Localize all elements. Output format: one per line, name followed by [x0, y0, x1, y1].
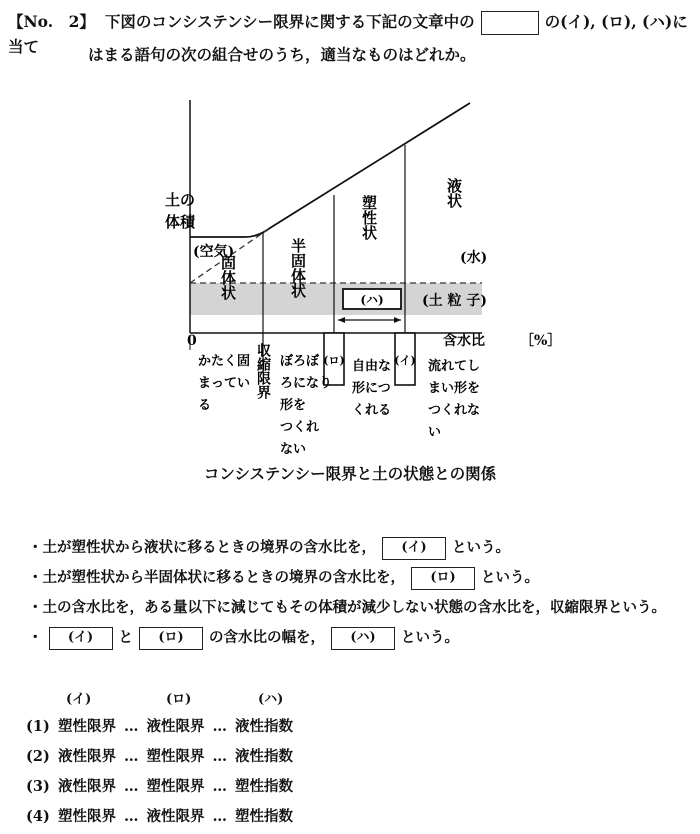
option-ha: 液性指数: [235, 718, 293, 735]
question-line2: はまる語句の次の組合せのうち，適当なものはどれか。: [88, 45, 476, 64]
desc-liquid-2: まい形を: [428, 381, 481, 396]
state-semisolid: 半固体状: [289, 238, 307, 298]
option-ro: 液性限界: [146, 718, 205, 735]
separator: …: [212, 808, 227, 825]
ha-label: (ハ): [360, 293, 384, 307]
statement-text: と: [118, 629, 133, 646]
desc-semisolid-1: ぼろぼ: [280, 354, 320, 369]
option-number: (4): [26, 808, 50, 825]
unit-label: ［%］: [520, 333, 562, 349]
ro-label: (ロ): [323, 354, 345, 367]
question-line1-part2: の(イ), (ロ), (ハ)に当て: [8, 12, 688, 56]
desc-solid-2: まってい: [198, 376, 251, 391]
option-ha: 塑性指数: [235, 808, 293, 825]
option-2[interactable]: [26, 745, 293, 766]
i-label: (イ): [394, 354, 416, 367]
state-solid: 固体状: [219, 255, 237, 300]
desc-plastic-1: 自由な: [352, 359, 392, 374]
desc-solid-1: かたく固: [198, 354, 251, 369]
option-number: (2): [26, 748, 50, 765]
desc-semisolid-2: ろになり: [280, 376, 333, 391]
option-ro: 塑性限界: [146, 778, 205, 795]
shrinkage-limit-label: 収縮限界: [255, 343, 271, 399]
y-axis-label-2: 体積: [165, 213, 196, 231]
statement-text: の含水比の幅を，: [209, 629, 325, 646]
option-4[interactable]: [26, 805, 293, 826]
separator: …: [124, 718, 139, 735]
statement-text: 土の含水比を，ある量以下に減じてもその体積が減少しない状態の含水比を，収縮限界という。: [42, 599, 666, 616]
answer-box-i: (イ): [382, 537, 446, 560]
separator: …: [124, 778, 139, 795]
desc-plastic-3: くれる: [352, 403, 392, 418]
x-axis-label: 含水比: [443, 333, 485, 349]
option-i: 液性限界: [58, 778, 116, 795]
diagram-caption: コンシステンシー限界と土の状態との関係: [203, 464, 497, 483]
question-line1-part1: 下図のコンシステンシー限界に関する下記の文章中の: [104, 12, 475, 31]
separator: …: [212, 778, 227, 795]
bullet: ・: [28, 629, 43, 646]
option-3[interactable]: [26, 775, 293, 796]
bullet: ・: [28, 569, 43, 586]
state-liquid: 液状: [445, 178, 463, 208]
volume-curve: [190, 103, 470, 237]
option-ro: 塑性限界: [146, 748, 205, 765]
option-header-i: (イ): [66, 692, 92, 707]
option-1[interactable]: [26, 715, 293, 736]
separator: …: [124, 748, 139, 765]
statement-suffix: という。: [481, 569, 539, 586]
desc-semisolid-4: つくれ: [280, 420, 320, 435]
option-ha: 塑性指数: [235, 778, 293, 795]
soil-particle-label: (土 粒 子): [422, 293, 487, 309]
option-i: 塑性限界: [58, 718, 116, 735]
answer-box-ha: (ハ): [331, 627, 395, 650]
option-header-ha: (ハ): [258, 692, 284, 707]
desc-semisolid-5: ない: [280, 442, 307, 457]
bullet: ・: [28, 599, 43, 616]
answer-box-ro: (ロ): [139, 627, 203, 650]
option-ha: 液性指数: [235, 748, 293, 765]
statement-text: 土が塑性状から液状に移るときの境界の含水比を，: [42, 539, 376, 556]
air-label: (空気): [193, 244, 235, 260]
statement-suffix: という。: [401, 629, 459, 646]
statement-4: [28, 626, 459, 650]
statement-text: 土が塑性状から半固体状に移るときの境界の含水比を，: [42, 569, 405, 586]
desc-semisolid-3: 形を: [280, 398, 307, 413]
statement-2: [28, 566, 539, 590]
origin-label: 0: [187, 333, 197, 349]
bullet: ・: [28, 539, 43, 556]
statement-3: [28, 596, 666, 617]
option-header-ro: (ロ): [166, 692, 192, 707]
question-number: 【No. 2】: [8, 12, 95, 31]
option-ro: 液性限界: [146, 808, 205, 825]
y-axis-label-1: 土の: [165, 191, 196, 209]
option-number: (3): [26, 778, 50, 795]
option-i: 塑性限界: [58, 808, 116, 825]
statement-suffix: という。: [452, 539, 510, 556]
separator: …: [212, 748, 227, 765]
statement-1: [28, 536, 510, 560]
separator: …: [124, 808, 139, 825]
desc-liquid-4: い: [428, 425, 442, 440]
option-number: (1): [26, 718, 50, 735]
option-i: 液性限界: [58, 748, 116, 765]
desc-liquid-1: 流れてし: [428, 359, 481, 374]
answer-box-ro: (ロ): [411, 567, 475, 590]
answer-box-i: (イ): [49, 627, 113, 650]
desc-solid-3: る: [198, 398, 212, 413]
separator: …: [212, 718, 227, 735]
state-plastic: 塑性状: [360, 195, 378, 240]
water-label: (水): [460, 250, 488, 266]
desc-liquid-3: つくれな: [428, 403, 481, 418]
desc-plastic-2: 形につ: [352, 381, 391, 396]
